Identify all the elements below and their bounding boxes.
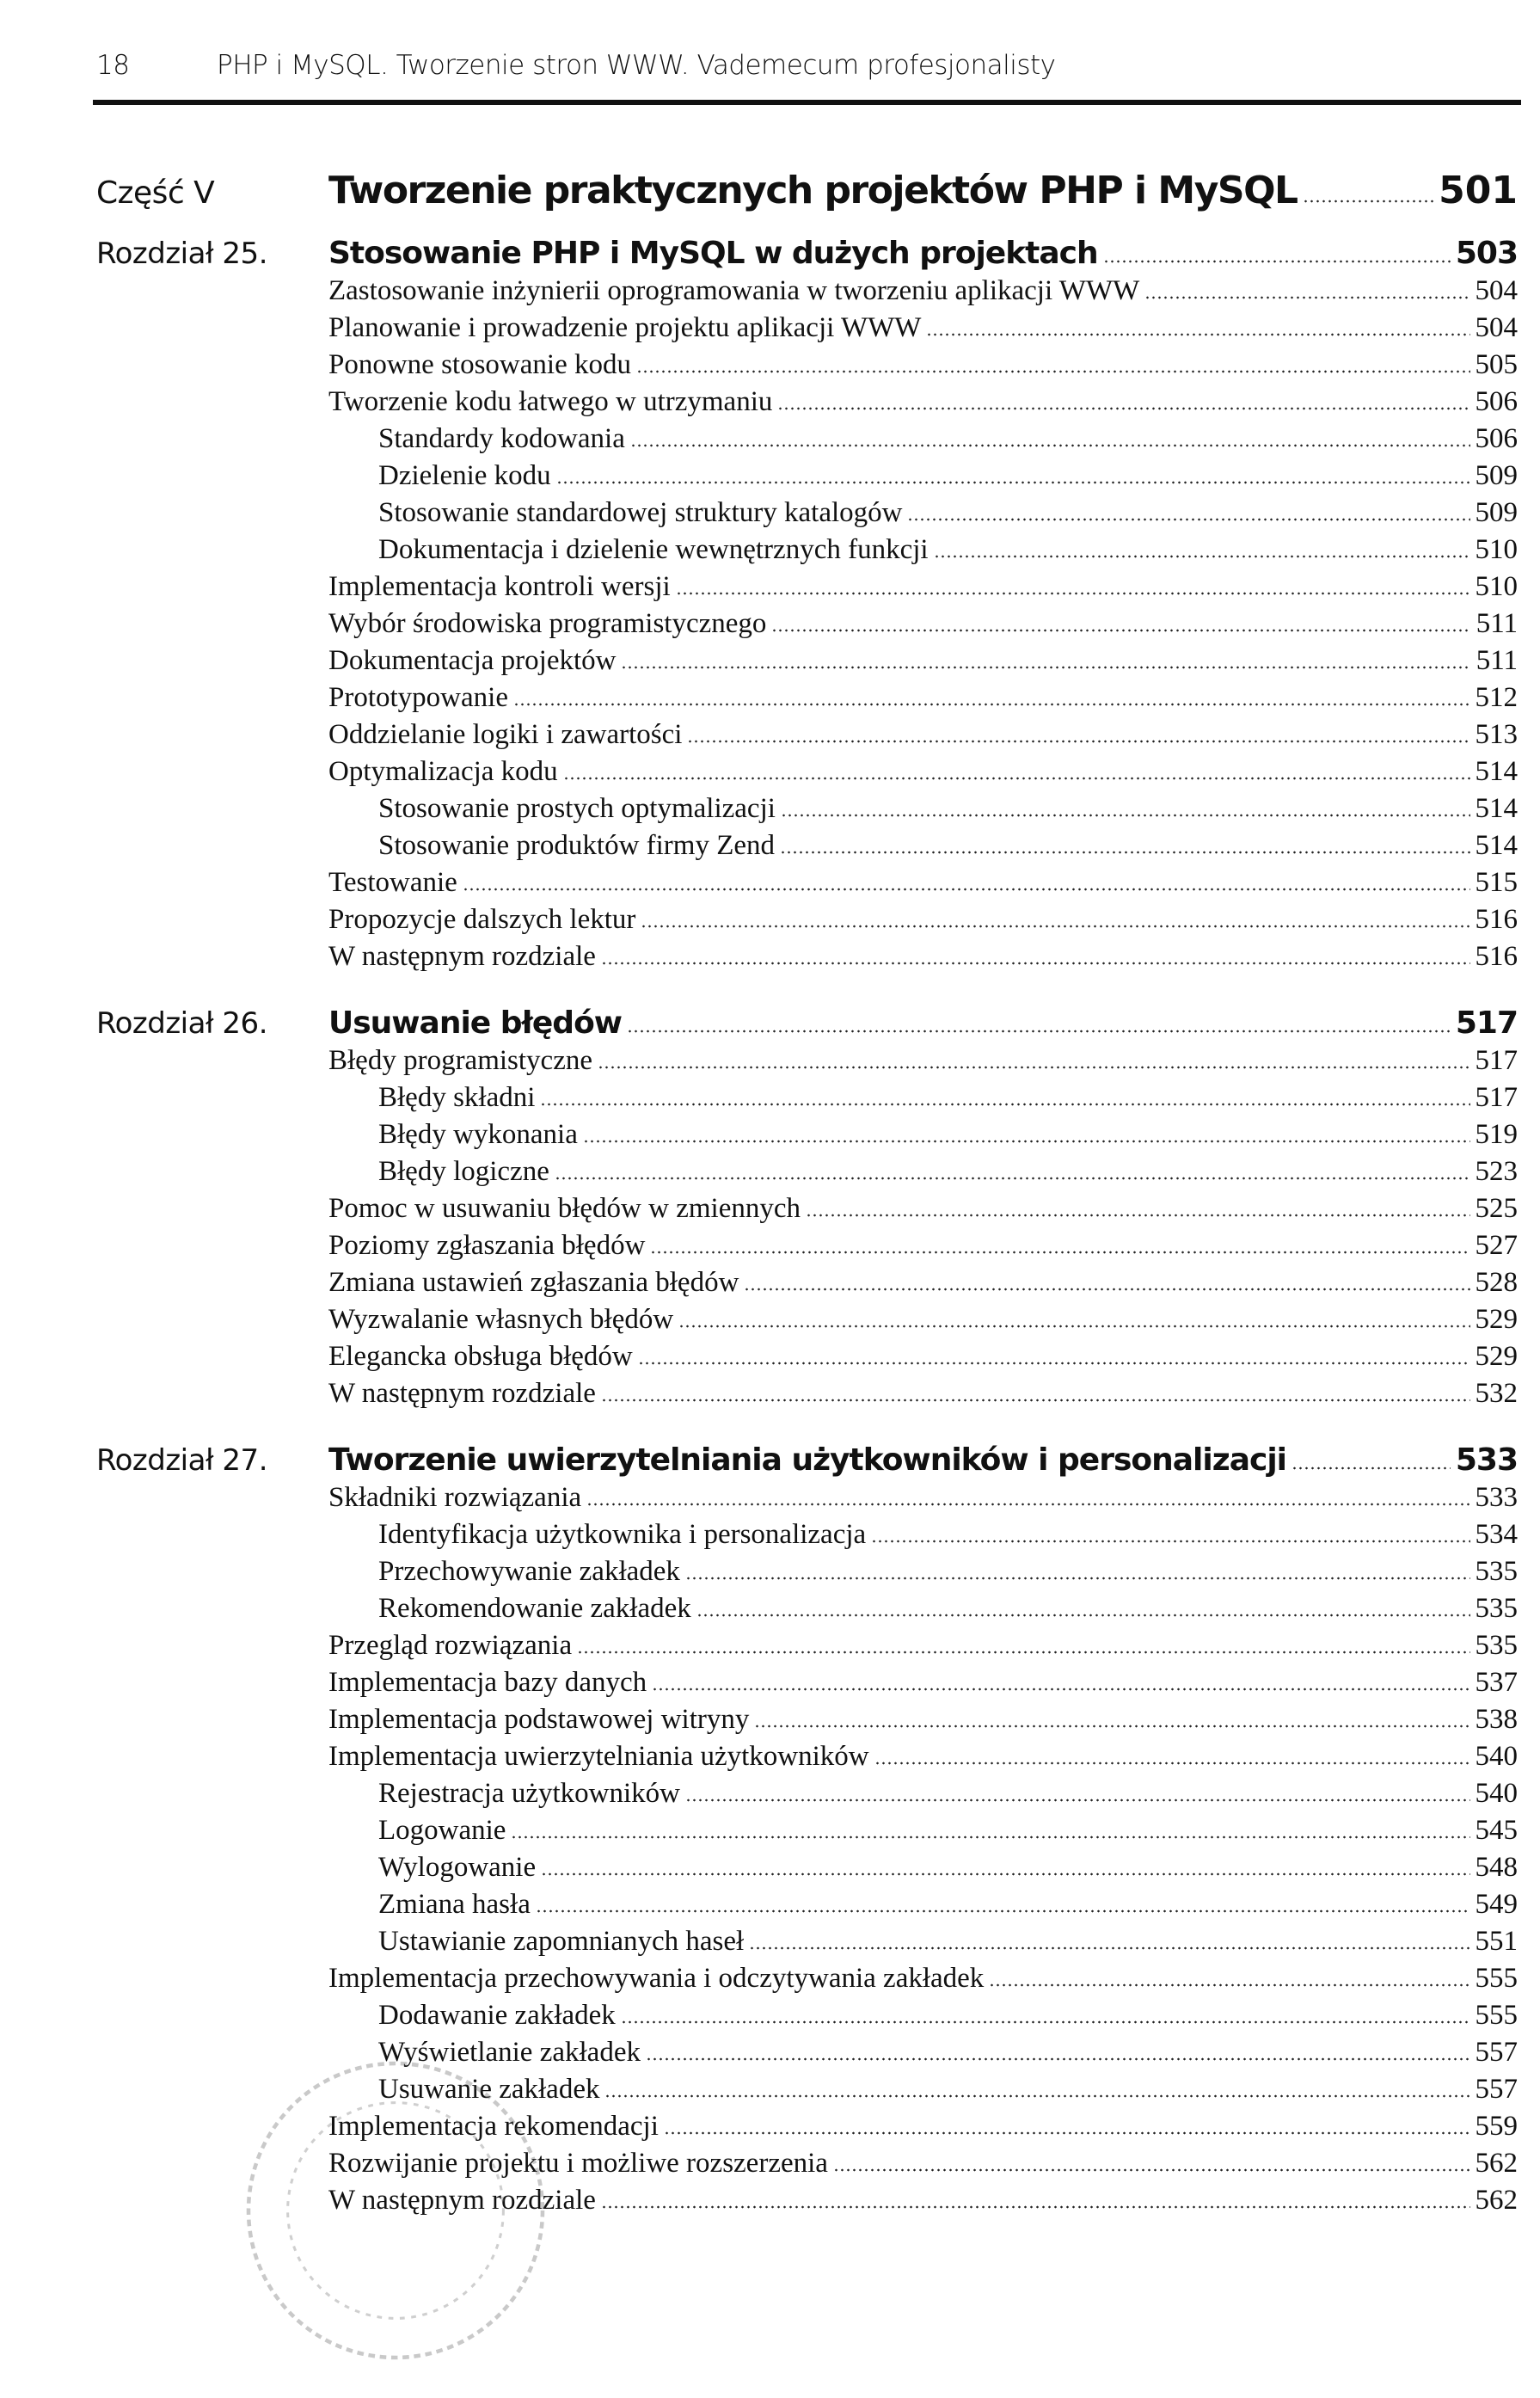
part-heading	[96, 169, 1518, 229]
dot-leader	[871, 1540, 1469, 1543]
dot-leader	[780, 851, 1469, 854]
entry-page: 529	[1475, 1341, 1518, 1372]
toc-entry	[378, 830, 1518, 867]
toc-entry	[328, 941, 1518, 978]
header-rule	[93, 100, 1521, 105]
entry-page: 527	[1475, 1230, 1518, 1261]
dot-leader	[664, 2131, 1470, 2135]
entry-page: 532	[1475, 1378, 1518, 1409]
chapter-label: Rozdział 26.	[96, 1006, 267, 1041]
dot-leader	[536, 1909, 1470, 1913]
entry-page: 523	[1475, 1156, 1518, 1187]
dot-leader	[638, 1362, 1470, 1365]
entry-page: 525	[1475, 1193, 1518, 1224]
entry-title: Propozycje dalszych lektur	[328, 904, 636, 935]
entry-title: Implementacja kontroli wersji	[328, 571, 671, 602]
dot-leader	[563, 777, 1470, 780]
dot-leader	[541, 1872, 1469, 1876]
entry-title: Stosowanie standardowej struktury katalogów	[378, 497, 903, 528]
toc-entry	[378, 423, 1518, 460]
dot-leader	[806, 1214, 1470, 1217]
entry-page: 517	[1475, 1082, 1518, 1113]
entry-title: Przegląd rozwiązania	[328, 1630, 573, 1661]
entry-page: 509	[1475, 460, 1518, 491]
dot-leader	[586, 1503, 1469, 1506]
entry-page: 557	[1475, 2074, 1518, 2105]
toc-entry	[328, 386, 1518, 423]
entry-title: Przechowywanie zakładek	[378, 1556, 680, 1587]
toc-entry	[328, 719, 1518, 756]
dot-leader	[1103, 260, 1451, 263]
entry-title: Dodawanie zakładek	[378, 2000, 616, 2031]
entry-page: 537	[1475, 1667, 1518, 1698]
dot-leader	[1292, 1466, 1451, 1470]
entry-title: Ustawianie zapomnianych haseł	[378, 1926, 745, 1957]
chapter-heading	[96, 236, 1518, 275]
dot-leader	[926, 333, 1469, 336]
entry-title: Dokumentacja projektów	[328, 645, 617, 676]
dot-leader	[511, 1835, 1469, 1839]
dot-leader	[540, 1103, 1469, 1106]
entry-title: W następnym rozdziale	[328, 1378, 596, 1409]
toc-entry	[328, 1378, 1518, 1415]
toc-entry	[378, 1119, 1518, 1156]
toc-entry	[328, 1704, 1518, 1741]
toc-entry	[378, 497, 1518, 534]
toc-entry	[328, 1193, 1518, 1230]
entry-title: Stosowanie produktów firmy Zend	[378, 830, 776, 861]
entry-title: Błędy składni	[378, 1082, 536, 1113]
dot-leader	[463, 888, 1470, 891]
running-header	[96, 50, 1056, 81]
entry-page: 516	[1475, 941, 1518, 972]
toc-entry	[328, 1267, 1518, 1304]
entry-page: 504	[1475, 275, 1518, 306]
entry-page: 514	[1475, 756, 1518, 787]
dot-leader	[601, 1399, 1470, 1402]
entry-page: 516	[1475, 904, 1518, 935]
dot-leader	[696, 1614, 1470, 1617]
entry-page: 519	[1475, 1119, 1518, 1150]
dot-leader	[685, 1577, 1470, 1580]
entry-page: 562	[1475, 2185, 1518, 2216]
entry-page: 535	[1475, 1556, 1518, 1587]
entry-title: Stosowanie prostych optymalizacji	[378, 793, 776, 824]
dot-leader	[641, 925, 1469, 928]
entry-page: 510	[1475, 534, 1518, 565]
entry-page: 535	[1475, 1593, 1518, 1624]
dot-leader	[513, 703, 1470, 706]
entry-title: Wylogowanie	[378, 1852, 537, 1883]
entry-title: Logowanie	[378, 1815, 506, 1846]
dot-leader	[874, 1762, 1470, 1765]
dot-leader	[604, 2094, 1469, 2098]
toc-entry	[328, 756, 1518, 793]
entry-page: 505	[1475, 349, 1518, 380]
dot-leader	[833, 2168, 1470, 2172]
dot-leader	[781, 814, 1470, 817]
toc-entry	[328, 867, 1518, 904]
entry-page: 511	[1476, 645, 1518, 676]
entry-title: W następnym rozdziale	[328, 2185, 596, 2216]
toc-entry	[328, 1045, 1518, 1082]
entry-page: 535	[1475, 1630, 1518, 1661]
entry-title: Zmiana hasła	[378, 1889, 531, 1920]
dot-leader	[989, 1983, 1469, 1987]
entry-page: 555	[1475, 1963, 1518, 1994]
toc-entry	[378, 793, 1518, 830]
toc-entry	[378, 1082, 1518, 1119]
dot-leader	[630, 444, 1470, 447]
dot-leader	[636, 370, 1470, 373]
entry-title: Implementacja bazy danych	[328, 1667, 647, 1698]
library-stamp	[232, 2047, 559, 2374]
entry-page: 538	[1475, 1704, 1518, 1735]
entry-title: Ponowne stosowanie kodu	[328, 349, 631, 380]
entry-title: Dokumentacja i dzielenie wewnętrznych funkcji	[378, 534, 929, 565]
entry-title: Zastosowanie inżynierii oprogramowania w tworzeniu aplikacji WWW	[328, 275, 1140, 306]
entry-title: Zmiana ustawień zgłaszania błędów	[328, 1267, 739, 1298]
entry-title: Rozwijanie projektu i możliwe rozszerzenia	[328, 2148, 828, 2179]
toc-entry	[328, 1963, 1518, 2000]
dot-leader	[621, 2020, 1470, 2024]
entry-page: 515	[1475, 867, 1518, 898]
dot-leader	[627, 1030, 1451, 1033]
toc-entry	[328, 312, 1518, 349]
part-label: Część V	[96, 175, 215, 211]
entry-title: Implementacja uwierzytelniania użytkowników	[328, 1741, 869, 1772]
entry-title: Tworzenie kodu łatwego w utrzymaniu	[328, 386, 773, 417]
entry-page: 511	[1476, 608, 1518, 639]
entry-page: 529	[1475, 1304, 1518, 1335]
dot-leader	[555, 1177, 1470, 1180]
toc-entry	[378, 1556, 1518, 1593]
entry-title: Oddzielanie logiki i zawartości	[328, 719, 683, 750]
dot-leader	[621, 666, 1470, 669]
entry-title: Dzielenie kodu	[378, 460, 551, 491]
toc-entry	[328, 1482, 1518, 1519]
dot-leader	[583, 1140, 1470, 1143]
entry-page: 513	[1475, 719, 1518, 750]
toc-entry	[328, 349, 1518, 386]
toc-entry	[378, 1156, 1518, 1193]
dot-leader	[652, 1688, 1469, 1691]
entry-page: 514	[1475, 793, 1518, 824]
toc-entry	[378, 1778, 1518, 1815]
entry-title: Składniki rozwiązania	[328, 1482, 582, 1513]
entry-title: Usuwanie zakładek	[378, 2074, 600, 2105]
dot-leader	[777, 407, 1469, 410]
entry-title: Testowanie	[328, 867, 457, 898]
chapter-label: Rozdział 25.	[96, 237, 267, 271]
part-title: Tworzenie praktycznych projektów PHP i MySQL	[328, 169, 1298, 212]
dot-leader	[556, 481, 1470, 484]
toc-entry	[328, 1230, 1518, 1267]
entry-page: 514	[1475, 830, 1518, 861]
entry-title: Rekomendowanie zakładek	[378, 1593, 691, 1624]
entry-title: Wyzwalanie własnych błędów	[328, 1304, 674, 1335]
toc-entry	[378, 534, 1518, 571]
chapter-page: 533	[1455, 1442, 1518, 1478]
toc-entry	[328, 1304, 1518, 1341]
toc-entry	[328, 904, 1518, 941]
toc-entry	[328, 1667, 1518, 1704]
dot-leader	[685, 1798, 1470, 1802]
chapter-title: Tworzenie uwierzytelniania użytkowników i personalizacji	[328, 1442, 1286, 1478]
entry-title: Błędy wykonania	[378, 1119, 578, 1150]
entry-page: 506	[1475, 423, 1518, 454]
toc-entry	[378, 460, 1518, 497]
dot-leader	[687, 740, 1469, 743]
table-of-contents	[96, 169, 1518, 2222]
dot-leader	[744, 1288, 1469, 1291]
chapter-label: Rozdział 27.	[96, 1443, 267, 1478]
toc-entry	[328, 608, 1518, 645]
dot-leader	[749, 1946, 1469, 1950]
dot-leader	[771, 629, 1470, 632]
toc-entry	[378, 1815, 1518, 1852]
toc-entry	[378, 1852, 1518, 1889]
entry-page: 512	[1475, 682, 1518, 713]
entry-title: Wyświetlanie zakładek	[378, 2037, 641, 2068]
dot-leader	[646, 2057, 1470, 2061]
toc-entry	[328, 275, 1518, 312]
dot-leader	[577, 1651, 1469, 1654]
chapter-title: Stosowanie PHP i MySQL w dużych projektach	[328, 236, 1098, 271]
dot-leader	[601, 962, 1470, 965]
entry-page: 548	[1475, 1852, 1518, 1883]
toc-entry	[378, 1519, 1518, 1556]
entry-title: Błędy programistyczne	[328, 1045, 592, 1076]
entry-title: Standardy kodowania	[378, 423, 625, 454]
chapter-heading	[96, 1442, 1518, 1482]
entry-page: 557	[1475, 2037, 1518, 2068]
entry-page: 533	[1475, 1482, 1518, 1513]
toc-entry	[378, 1889, 1518, 1926]
entry-title: W następnym rozdziale	[328, 941, 596, 972]
dot-leader	[650, 1251, 1469, 1254]
chapter-title: Usuwanie błędów	[328, 1005, 623, 1041]
entry-title: Elegancka obsługa błędów	[328, 1341, 633, 1372]
entry-title: Poziomy zgłaszania błędów	[328, 1230, 646, 1261]
chapter-page: 503	[1455, 236, 1518, 271]
entry-title: Prototypowanie	[328, 682, 508, 713]
toc-entry	[378, 2000, 1518, 2037]
entry-page: 549	[1475, 1889, 1518, 1920]
entry-page: 555	[1475, 2000, 1518, 2031]
entry-page: 540	[1475, 1741, 1518, 1772]
toc-entry	[328, 645, 1518, 682]
entry-page: 540	[1475, 1778, 1518, 1809]
book-title: PHP i MySQL. Tworzenie stron WWW. Vademecum profesjonalisty	[217, 50, 1056, 81]
entry-page: 506	[1475, 386, 1518, 417]
entry-title: Rejestracja użytkowników	[378, 1778, 680, 1809]
entry-title: Pomoc w usuwaniu błędów w zmiennych	[328, 1193, 801, 1224]
entry-title: Implementacja rekomendacji	[328, 2111, 659, 2142]
entry-title: Wybór środowiska programistycznego	[328, 608, 767, 639]
dot-leader	[907, 518, 1469, 521]
entry-page: 545	[1475, 1815, 1518, 1846]
dot-leader	[676, 592, 1470, 595]
toc-entry	[328, 1741, 1518, 1778]
toc-entry	[328, 571, 1518, 608]
entry-title: Implementacja podstawowej witryny	[328, 1704, 750, 1735]
toc-entry	[328, 1630, 1518, 1667]
entry-title: Błędy logiczne	[378, 1156, 549, 1187]
entry-page: 504	[1475, 312, 1518, 343]
part-page: 501	[1439, 169, 1518, 212]
dot-leader	[1144, 296, 1469, 299]
entry-page: 517	[1475, 1045, 1518, 1076]
dot-leader	[678, 1325, 1469, 1328]
entry-page: 528	[1475, 1267, 1518, 1298]
dot-leader	[754, 1725, 1469, 1728]
chapter-heading	[96, 1005, 1518, 1045]
toc-entry	[378, 1593, 1518, 1630]
entry-page: 551	[1475, 1926, 1518, 1957]
dot-leader	[934, 555, 1470, 558]
entry-page: 510	[1475, 571, 1518, 602]
entry-title: Identyfikacja użytkownika i personalizacja	[378, 1519, 867, 1550]
entry-page: 562	[1475, 2148, 1518, 2179]
chapter-page: 517	[1455, 1005, 1518, 1041]
entry-title: Planowanie i prowadzenie projektu aplikacji WWW	[328, 312, 922, 343]
dot-leader	[601, 2205, 1470, 2209]
entry-title: Implementacja przechowywania i odczytywania zakładek	[328, 1963, 985, 1994]
toc-entry	[378, 1926, 1518, 1963]
entry-title: Optymalizacja kodu	[328, 756, 558, 787]
toc-entry	[328, 1341, 1518, 1378]
dot-leader	[598, 1066, 1470, 1069]
entry-page: 534	[1475, 1519, 1518, 1550]
page-number: 18	[96, 50, 130, 81]
entry-page: 509	[1475, 497, 1518, 528]
entry-page: 559	[1475, 2111, 1518, 2142]
toc-entry	[328, 682, 1518, 719]
dot-leader	[1303, 200, 1434, 203]
